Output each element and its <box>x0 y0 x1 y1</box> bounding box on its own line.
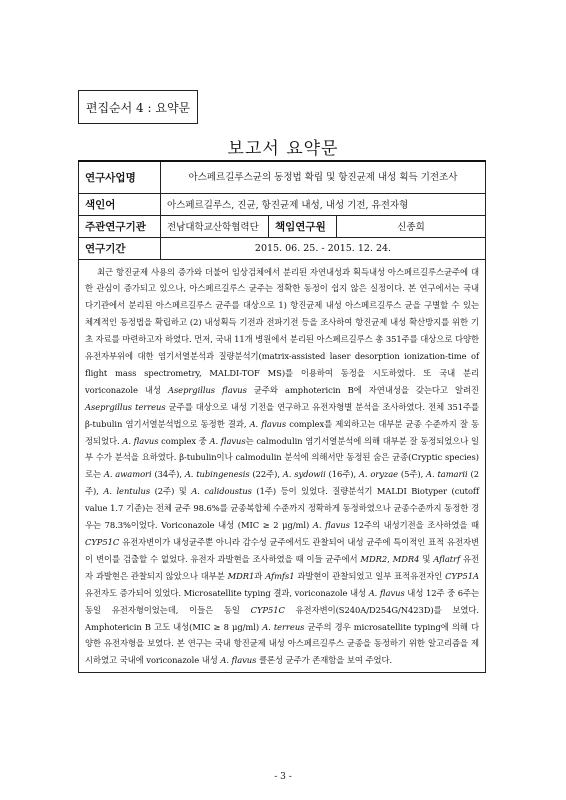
abstract-seg-12: (34주), <box>151 469 185 480</box>
abstract-seg-24: (1주) 등이 있었다. 질량분석기 MALDI Biotyper (cutoff value 1.7 기준)는 전체 균주 98.6%를 균종복합체 수준까지 정확하게 동정하였으나 균종수준까지 동정한 경우는 78.3%이었다. Voriconazole 내성 (MIC ≥ 2 μg/ml) <box>85 486 482 531</box>
abstract-seg-44: 균주의 경우 microsatellite typing에 의해 다양한 유전자형을 보였다. 본 연구는 국내 항진균제 내성 아스페르길루스 균종을 동정하기 위한 알고리즘을 제시하였고 국내에 voriconazole 내성 <box>85 621 480 666</box>
abstract-seg-42: 유전자변이(S240A/D254G/N423D)를 보였다. Amphotericin B 고도 내성(MIC ≥ 8 μg/ml) <box>85 604 482 632</box>
species-seg-23: A. calidoustus <box>191 486 252 497</box>
abstract-seg-16: (16주), <box>325 469 359 480</box>
period-label: 연구기간 <box>79 237 161 259</box>
species-seg-13: A. tubingenesis <box>184 469 250 480</box>
abstract-seg-14: (22주), <box>249 469 283 480</box>
report-summary-title: 보고서 요약문 <box>227 139 339 159</box>
abstract-seg-32: 유전자 과발현은 관찰되지 않았으나 대부분 <box>85 553 480 581</box>
species-seg-21: A. lentulus <box>103 486 151 497</box>
project-value: 아스페르길루스균의 동정법 확립 및 항진균제 내성 획득 기전조사 <box>161 161 486 193</box>
institution-value: 전남대학교산학협력단 <box>161 215 269 237</box>
species-seg-45: A. flavus <box>220 655 257 666</box>
project-row <box>79 161 486 193</box>
abstract-seg-20: (2주), <box>85 469 479 497</box>
abstract-seg-22: (2주) 및 <box>150 486 192 497</box>
abstract-cell <box>79 259 486 673</box>
species-seg-43: A. terreus <box>262 621 305 632</box>
abstract-seg-8: complex 중 <box>158 435 210 446</box>
species-seg-7: A. flavus <box>122 435 159 446</box>
abstract-seg-2: 균주와 amphotericin B에 자연내성을 갖는다고 알려진 <box>246 384 482 395</box>
period-row <box>79 237 486 259</box>
species-seg-19: A. tamarii <box>426 469 468 480</box>
gene-seg-29: MDR2, MDR4 <box>360 553 420 564</box>
abstract-seg-4: 균주를 대상으로 내성 기전을 연구하고 유전자형별 분석을 조사하였다. 전체 351주를 β-tubulin 염기서열분석법으로 동정한 결과, <box>85 401 482 429</box>
gene-seg-37: CYP51A <box>445 570 479 581</box>
abstract-seg-18: (5주), <box>398 469 427 480</box>
gene-seg-35: Afmfs1 <box>265 570 295 581</box>
species-seg-3: Aseprgillus terreus <box>85 401 166 412</box>
abstract-seg-28: 유전자변이가 내성균주뿐 아니라 감수성 균주에서도 관찰되어 내성 균주에 특이적인 표적 유전자변이 변이를 검출할 수 없었다. 유전자 과발현을 조사하였을 때 이들 균주에서 <box>85 537 479 564</box>
gene-seg-31: Aflatrf <box>433 553 461 564</box>
pi-label: 책임연구원 <box>269 215 337 237</box>
abstract-seg-38: 유전자도 증가되어 있었다. Microsatellite typing 결과, voriconazole 내성 <box>85 570 482 598</box>
pi-value: 신종희 <box>337 215 486 237</box>
species-seg-17: A. oryzae <box>358 469 399 480</box>
abstract-row <box>79 259 486 673</box>
report-info-table <box>78 160 486 673</box>
species-seg-25: A. flavus <box>312 520 350 531</box>
abstract-seg-26: 12주의 내성기전을 조사하였을 때 <box>349 520 482 531</box>
abstract-paragraph <box>85 264 482 670</box>
gene-seg-33: MDR1 <box>227 570 255 581</box>
gene-seg-27: CYP51C <box>85 537 120 547</box>
section-order-tag: 편집순서 4 : 요약문 <box>78 90 198 124</box>
species-seg-5: A. flavus <box>249 418 287 429</box>
abstract-seg-0: 최근 항진균제 사용의 증가와 더불어 임상검체에서 분리된 자연내성과 획득내성 아스페르길루스균주에 대한 관심이 증가되고 있으나, 아스페르길루스 균주는 정확한 동정이 쉽지 않은 실정이다. 본 연구에서는 국내 다기관에서 분리된 아스페르길루스 균주를 대상으로 1) 항진균제 내성 아스페르길루스 균을 구별할 수 있는 체계적인 동정법을 확립하고 (2) 내성획득 기전과 전파기전 등을 조사하여 항진균제 내성 확산방지를 위한 기초 자료를 마련하고자 하였다. 먼저, 국내 11개 병원에서 분리된 아스페르길루스 총 351주를 대상으로 다양한 유전자부위에 대한 염기서열분석과 질량분석기(matrix-assisted laser desorption ionization-time of flight mass spectrometry, MALDI-TOF MS)를 이용하여 동정을 시도하였다. 또 국내 분리 voriconazole 내성 <box>85 266 482 395</box>
keywords-label: 색인어 <box>79 193 161 215</box>
species-seg-1: Aseprgillus flavus <box>167 384 247 395</box>
abstract-seg-34: 과 <box>254 570 266 581</box>
abstract-seg-10: 는 calmodulin 염기서열분석에 의해 대부분 잘 동정되었으나 일부 수가 분석을 요하였다. β-tubulin이나 calmodulin 분석에 의해서만 동정된 숨은 균종(Cryptic species)로는 <box>85 435 479 480</box>
species-seg-11: A. awamori <box>103 469 152 480</box>
page-number: - 3 - <box>274 772 292 782</box>
period-value: 2015. 06. 25. - 2015. 12. 24. <box>161 237 486 259</box>
abstract-seg-46: 클론성 균주가 존재함을 보여 주었다. <box>256 655 393 666</box>
species-seg-9: A. flavus <box>209 435 246 446</box>
abstract-seg-40: 내성 12주 중 6주는 동일 유전자형이었는데, 이들은 동일 <box>85 587 482 615</box>
keywords-value: 아스페르길루스, 진균, 항진균제 내성, 내성 기전, 유전자형 <box>161 193 486 215</box>
species-seg-15: A. sydowii <box>282 469 326 480</box>
keywords-row <box>79 193 486 215</box>
institution-row <box>79 215 486 237</box>
species-seg-39: A. flavus <box>368 587 405 598</box>
gene-seg-41: CYP51C <box>250 604 285 615</box>
abstract-seg-6: complex를 제외하고는 대부분 균종 수준까지 잘 동정되었다. <box>85 418 479 446</box>
abstract-seg-30: 및 <box>419 553 434 564</box>
project-label: 연구사업명 <box>79 161 161 193</box>
institution-label: 주관연구기관 <box>79 215 161 237</box>
abstract-seg-36: 과발현이 관찰되었고 일부 표적유전자인 <box>294 570 446 581</box>
